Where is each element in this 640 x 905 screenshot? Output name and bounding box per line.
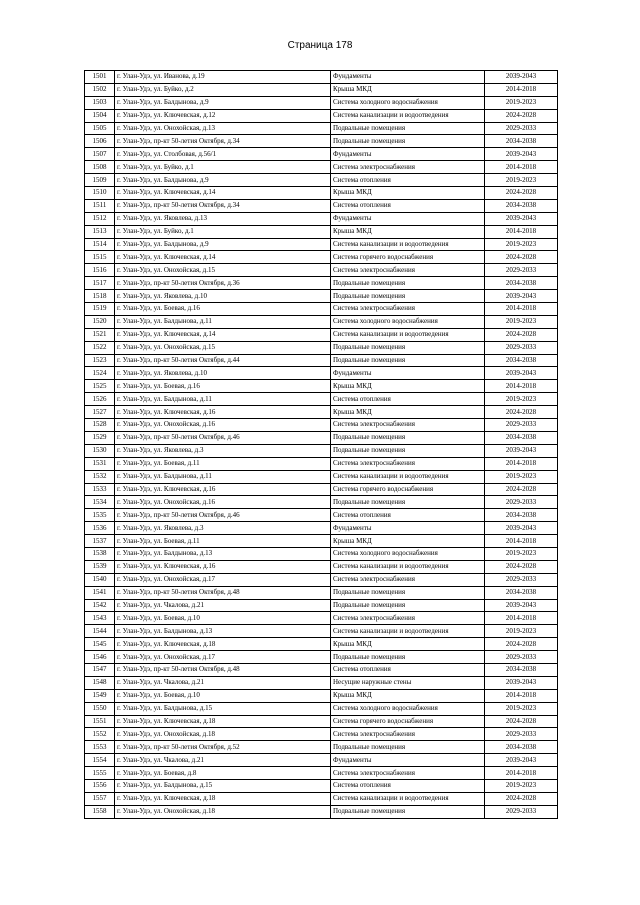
table-row xyxy=(85,663,558,676)
table-row xyxy=(85,71,558,84)
work-type-cell: Крыша МКД xyxy=(331,535,485,548)
row-number: 1548 xyxy=(85,676,115,689)
row-number: 1528 xyxy=(85,419,115,432)
row-number: 1520 xyxy=(85,315,115,328)
address-cell: г. Улан-Удэ, ул. Яковлева, д.10 xyxy=(115,367,331,380)
address-cell: г. Улан-Удэ, ул. Балдынова, д.11 xyxy=(115,470,331,483)
work-type-cell: Подвальные помещения xyxy=(331,341,485,354)
period-cell: 2029-2033 xyxy=(485,496,558,509)
table-row xyxy=(85,174,558,187)
address-cell: г. Улан-Удэ, ул. Ключевская, д.18 xyxy=(115,715,331,728)
period-cell: 2039-2043 xyxy=(485,148,558,161)
row-number: 1518 xyxy=(85,290,115,303)
row-number: 1544 xyxy=(85,625,115,638)
address-cell: г. Улан-Удэ, ул. Онохойская, д.15 xyxy=(115,341,331,354)
work-type-cell: Несущие наружные стены xyxy=(331,676,485,689)
work-type-cell: Система канализации и водоотведения xyxy=(331,792,485,805)
row-number: 1555 xyxy=(85,767,115,780)
period-cell: 2029-2033 xyxy=(485,651,558,664)
period-cell: 2039-2043 xyxy=(485,599,558,612)
period-cell: 2024-2028 xyxy=(485,328,558,341)
work-type-cell: Система отопления xyxy=(331,663,485,676)
address-cell: г. Улан-Удэ, ул. Онохойская, д.18 xyxy=(115,728,331,741)
address-cell: г. Улан-Удэ, ул. Балдынова, д.9 xyxy=(115,96,331,109)
table-row xyxy=(85,406,558,419)
table-row xyxy=(85,251,558,264)
period-cell: 2019-2023 xyxy=(485,547,558,560)
period-cell: 2034-2038 xyxy=(485,354,558,367)
period-cell: 2019-2023 xyxy=(485,702,558,715)
row-number: 1519 xyxy=(85,303,115,316)
row-number: 1515 xyxy=(85,251,115,264)
row-number: 1551 xyxy=(85,715,115,728)
row-number: 1543 xyxy=(85,612,115,625)
period-cell: 2019-2023 xyxy=(485,625,558,638)
row-number: 1542 xyxy=(85,599,115,612)
address-cell: г. Улан-Удэ, пр-кт 50-летия Октября, д.46 xyxy=(115,509,331,522)
address-cell: г. Улан-Удэ, ул. Онохойская, д.18 xyxy=(115,805,331,818)
row-number: 1533 xyxy=(85,483,115,496)
period-cell: 2024-2028 xyxy=(485,483,558,496)
period-cell: 2034-2038 xyxy=(485,663,558,676)
address-cell: г. Улан-Удэ, пр-кт 50-летия Октября, д.44 xyxy=(115,354,331,367)
period-cell: 2019-2023 xyxy=(485,393,558,406)
period-cell: 2034-2038 xyxy=(485,431,558,444)
address-cell: г. Улан-Удэ, ул. Чкалова, д.21 xyxy=(115,676,331,689)
work-type-cell: Система горячего водоснабжения xyxy=(331,251,485,264)
table-row xyxy=(85,586,558,599)
table-row xyxy=(85,792,558,805)
row-number: 1538 xyxy=(85,547,115,560)
work-type-cell: Система канализации и водоотведения xyxy=(331,109,485,122)
row-number: 1525 xyxy=(85,380,115,393)
period-cell: 2014-2018 xyxy=(485,225,558,238)
work-type-cell: Подвальные помещения xyxy=(331,586,485,599)
work-type-cell: Система электроснабжения xyxy=(331,767,485,780)
work-type-cell: Система электроснабжения xyxy=(331,161,485,174)
row-number: 1503 xyxy=(85,96,115,109)
period-cell: 2014-2018 xyxy=(485,689,558,702)
period-cell: 2039-2043 xyxy=(485,367,558,380)
row-number: 1537 xyxy=(85,535,115,548)
address-cell: г. Улан-Удэ, ул. Боевая, д.16 xyxy=(115,303,331,316)
work-type-cell: Подвальные помещения xyxy=(331,496,485,509)
address-cell: г. Улан-Удэ, ул. Боевая, д.11 xyxy=(115,535,331,548)
table-row xyxy=(85,547,558,560)
work-type-cell: Подвальные помещения xyxy=(331,277,485,290)
period-cell: 2024-2028 xyxy=(485,187,558,200)
period-cell: 2019-2023 xyxy=(485,238,558,251)
period-cell: 2014-2018 xyxy=(485,767,558,780)
period-cell: 2024-2028 xyxy=(485,406,558,419)
address-cell: г. Улан-Удэ, пр-кт 50-летия Октября, д.48 xyxy=(115,586,331,599)
work-type-cell: Фундаменты xyxy=(331,148,485,161)
address-cell: г. Улан-Удэ, ул. Онохойская, д.17 xyxy=(115,651,331,664)
work-type-cell: Система отопления xyxy=(331,393,485,406)
table-row xyxy=(85,393,558,406)
table-row xyxy=(85,535,558,548)
table-row xyxy=(85,496,558,509)
address-cell: г. Улан-Удэ, пр-кт 50-летия Октября, д.34 xyxy=(115,135,331,148)
address-cell: г. Улан-Удэ, пр-кт 50-летия Октября, д.52 xyxy=(115,741,331,754)
address-cell: г. Улан-Удэ, ул. Балдынова, д.15 xyxy=(115,702,331,715)
row-number: 1539 xyxy=(85,560,115,573)
period-cell: 2014-2018 xyxy=(485,380,558,393)
table-row xyxy=(85,676,558,689)
table-row xyxy=(85,290,558,303)
table-row xyxy=(85,212,558,225)
period-cell: 2039-2043 xyxy=(485,212,558,225)
row-number: 1504 xyxy=(85,109,115,122)
row-number: 1530 xyxy=(85,444,115,457)
address-cell: г. Улан-Удэ, ул. Яковлева, д.3 xyxy=(115,522,331,535)
address-cell: г. Улан-Удэ, ул. Онохойская, д.13 xyxy=(115,122,331,135)
table-row xyxy=(85,689,558,702)
work-type-cell: Фундаменты xyxy=(331,367,485,380)
row-number: 1556 xyxy=(85,779,115,792)
address-cell: г. Улан-Удэ, ул. Ключевская, д.12 xyxy=(115,109,331,122)
work-type-cell: Система канализации и водоотведения xyxy=(331,470,485,483)
period-cell: 2014-2018 xyxy=(485,612,558,625)
row-number: 1547 xyxy=(85,663,115,676)
period-cell: 2034-2038 xyxy=(485,741,558,754)
work-type-cell: Система электроснабжения xyxy=(331,457,485,470)
row-number: 1549 xyxy=(85,689,115,702)
address-cell: г. Улан-Удэ, ул. Ключевская, д.18 xyxy=(115,792,331,805)
address-cell: г. Улан-Удэ, пр-кт 50-летия Октября, д.48 xyxy=(115,663,331,676)
table-row xyxy=(85,509,558,522)
table-row xyxy=(85,354,558,367)
table-row xyxy=(85,754,558,767)
work-type-cell: Система холодного водоснабжения xyxy=(331,96,485,109)
period-cell: 2034-2038 xyxy=(485,135,558,148)
address-cell: г. Улан-Удэ, ул. Балдынова, д.13 xyxy=(115,625,331,638)
period-cell: 2029-2033 xyxy=(485,122,558,135)
table-row xyxy=(85,444,558,457)
table-row xyxy=(85,715,558,728)
table-row xyxy=(85,96,558,109)
table-row xyxy=(85,483,558,496)
period-cell: 2014-2018 xyxy=(485,457,558,470)
work-type-cell: Подвальные помещения xyxy=(331,599,485,612)
table-body xyxy=(85,71,558,819)
row-number: 1509 xyxy=(85,174,115,187)
row-number: 1557 xyxy=(85,792,115,805)
work-type-cell: Система горячего водоснабжения xyxy=(331,715,485,728)
work-type-cell: Система электроснабжения xyxy=(331,612,485,625)
row-number: 1534 xyxy=(85,496,115,509)
address-cell: г. Улан-Удэ, ул. Боевая, д.10 xyxy=(115,612,331,625)
table-row xyxy=(85,328,558,341)
row-number: 1527 xyxy=(85,406,115,419)
address-cell: г. Улан-Удэ, ул. Ключевская, д.14 xyxy=(115,251,331,264)
work-type-cell: Фундаменты xyxy=(331,754,485,767)
row-number: 1541 xyxy=(85,586,115,599)
period-cell: 2019-2023 xyxy=(485,470,558,483)
work-type-cell: Крыша МКД xyxy=(331,225,485,238)
address-cell: г. Улан-Удэ, ул. Ключевская, д.14 xyxy=(115,328,331,341)
row-number: 1545 xyxy=(85,638,115,651)
address-cell: г. Улан-Удэ, ул. Онохойская, д.16 xyxy=(115,496,331,509)
period-cell: 2039-2043 xyxy=(485,71,558,84)
table-row xyxy=(85,612,558,625)
table-row xyxy=(85,264,558,277)
table-row xyxy=(85,560,558,573)
work-type-cell: Система электроснабжения xyxy=(331,264,485,277)
address-cell: г. Улан-Удэ, ул. Балдынова, д.13 xyxy=(115,547,331,560)
work-type-cell: Система канализации и водоотведения xyxy=(331,625,485,638)
table-row xyxy=(85,380,558,393)
table-row xyxy=(85,238,558,251)
address-cell: г. Улан-Удэ, ул. Чкалова, д.21 xyxy=(115,754,331,767)
table-row xyxy=(85,135,558,148)
row-number: 1522 xyxy=(85,341,115,354)
period-cell: 2034-2038 xyxy=(485,199,558,212)
period-cell: 2039-2043 xyxy=(485,290,558,303)
row-number: 1512 xyxy=(85,212,115,225)
table-row xyxy=(85,341,558,354)
row-number: 1511 xyxy=(85,199,115,212)
row-number: 1516 xyxy=(85,264,115,277)
table-row xyxy=(85,625,558,638)
table-row xyxy=(85,651,558,664)
table-row xyxy=(85,199,558,212)
row-number: 1507 xyxy=(85,148,115,161)
address-cell: г. Улан-Удэ, ул. Балдынова, д.9 xyxy=(115,174,331,187)
row-number: 1506 xyxy=(85,135,115,148)
address-cell: г. Улан-Удэ, ул. Онохойская, д.17 xyxy=(115,573,331,586)
period-cell: 2024-2028 xyxy=(485,560,558,573)
period-cell: 2029-2033 xyxy=(485,728,558,741)
work-type-cell: Подвальные помещения xyxy=(331,805,485,818)
work-type-cell: Крыша МКД xyxy=(331,187,485,200)
period-cell: 2029-2033 xyxy=(485,419,558,432)
period-cell: 2014-2018 xyxy=(485,535,558,548)
work-type-cell: Крыша МКД xyxy=(331,638,485,651)
address-cell: г. Улан-Удэ, ул. Балдынова, д.9 xyxy=(115,238,331,251)
period-cell: 2024-2028 xyxy=(485,109,558,122)
page-title: Страница 178 xyxy=(287,40,353,51)
period-cell: 2019-2023 xyxy=(485,174,558,187)
period-cell: 2014-2018 xyxy=(485,161,558,174)
address-cell: г. Улан-Удэ, ул. Иванова, д.19 xyxy=(115,71,331,84)
table-row xyxy=(85,431,558,444)
address-cell: г. Улан-Удэ, ул. Буйко, д.1 xyxy=(115,225,331,238)
address-cell: г. Улан-Удэ, ул. Ключевская, д.16 xyxy=(115,406,331,419)
address-cell: г. Улан-Удэ, ул. Яковлева, д.3 xyxy=(115,444,331,457)
work-type-cell: Крыша МКД xyxy=(331,83,485,96)
row-number: 1529 xyxy=(85,431,115,444)
table-row xyxy=(85,367,558,380)
table-row xyxy=(85,277,558,290)
work-type-cell: Подвальные помещения xyxy=(331,135,485,148)
address-cell: г. Улан-Удэ, ул. Балдынова, д.15 xyxy=(115,779,331,792)
table-row xyxy=(85,83,558,96)
work-type-cell: Крыша МКД xyxy=(331,406,485,419)
work-type-cell: Система отопления xyxy=(331,174,485,187)
period-cell: 2024-2028 xyxy=(485,715,558,728)
work-type-cell: Система холодного водоснабжения xyxy=(331,702,485,715)
work-type-cell: Система электроснабжения xyxy=(331,728,485,741)
work-type-cell: Фундаменты xyxy=(331,522,485,535)
row-number: 1558 xyxy=(85,805,115,818)
row-number: 1508 xyxy=(85,161,115,174)
address-cell: г. Улан-Удэ, ул. Боевая, д.16 xyxy=(115,380,331,393)
row-number: 1526 xyxy=(85,393,115,406)
address-cell: г. Улан-Удэ, ул. Балдынова, д.11 xyxy=(115,315,331,328)
table-row xyxy=(85,122,558,135)
row-number: 1505 xyxy=(85,122,115,135)
address-cell: г. Улан-Удэ, ул. Балдынова, д.11 xyxy=(115,393,331,406)
period-cell: 2019-2023 xyxy=(485,779,558,792)
work-type-cell: Система канализации и водоотведения xyxy=(331,560,485,573)
address-cell: г. Улан-Удэ, ул. Онохойская, д.15 xyxy=(115,264,331,277)
table-row xyxy=(85,303,558,316)
table-row xyxy=(85,599,558,612)
period-cell: 2024-2028 xyxy=(485,251,558,264)
row-number: 1540 xyxy=(85,573,115,586)
period-cell: 2039-2043 xyxy=(485,754,558,767)
work-type-cell: Система холодного водоснабжения xyxy=(331,315,485,328)
work-type-cell: Подвальные помещения xyxy=(331,122,485,135)
period-cell: 2029-2033 xyxy=(485,573,558,586)
table-row xyxy=(85,148,558,161)
row-number: 1536 xyxy=(85,522,115,535)
table-row xyxy=(85,419,558,432)
work-type-cell: Система электроснабжения xyxy=(331,419,485,432)
address-cell: г. Улан-Удэ, ул. Буйко, д.2 xyxy=(115,83,331,96)
work-type-cell: Система канализации и водоотведения xyxy=(331,328,485,341)
period-cell: 2039-2043 xyxy=(485,676,558,689)
address-cell: г. Улан-Удэ, ул. Буйко, д.1 xyxy=(115,161,331,174)
address-cell: г. Улан-Удэ, ул. Яковлева, д.13 xyxy=(115,212,331,225)
work-type-cell: Подвальные помещения xyxy=(331,741,485,754)
row-number: 1554 xyxy=(85,754,115,767)
table-row xyxy=(85,187,558,200)
period-cell: 2039-2043 xyxy=(485,522,558,535)
period-cell: 2024-2028 xyxy=(485,792,558,805)
work-type-cell: Подвальные помещения xyxy=(331,354,485,367)
work-type-cell: Система канализации и водоотведения xyxy=(331,238,485,251)
work-type-cell: Фундаменты xyxy=(331,71,485,84)
row-number: 1524 xyxy=(85,367,115,380)
work-type-cell: Крыша МКД xyxy=(331,380,485,393)
address-cell: г. Улан-Удэ, пр-кт 50-летия Октября, д.34 xyxy=(115,199,331,212)
table-row xyxy=(85,638,558,651)
work-type-cell: Подвальные помещения xyxy=(331,431,485,444)
address-cell: г. Улан-Удэ, ул. Боевая, д.11 xyxy=(115,457,331,470)
table-row xyxy=(85,805,558,818)
table-row xyxy=(85,225,558,238)
row-number: 1531 xyxy=(85,457,115,470)
address-cell: г. Улан-Удэ, ул. Яковлева, д.10 xyxy=(115,290,331,303)
row-number: 1552 xyxy=(85,728,115,741)
work-type-cell: Система электроснабжения xyxy=(331,573,485,586)
table-row xyxy=(85,522,558,535)
table-row xyxy=(85,109,558,122)
address-cell: г. Улан-Удэ, ул. Боевая, д.8 xyxy=(115,767,331,780)
period-cell: 2014-2018 xyxy=(485,83,558,96)
period-cell: 2029-2033 xyxy=(485,264,558,277)
period-cell: 2039-2043 xyxy=(485,444,558,457)
period-cell: 2034-2038 xyxy=(485,586,558,599)
address-cell: г. Улан-Удэ, ул. Ключевская, д.16 xyxy=(115,483,331,496)
row-number: 1535 xyxy=(85,509,115,522)
work-type-cell: Фундаменты xyxy=(331,212,485,225)
work-type-cell: Крыша МКД xyxy=(331,689,485,702)
table-row xyxy=(85,470,558,483)
table-row xyxy=(85,457,558,470)
row-number: 1550 xyxy=(85,702,115,715)
period-cell: 2029-2033 xyxy=(485,341,558,354)
row-number: 1521 xyxy=(85,328,115,341)
row-number: 1553 xyxy=(85,741,115,754)
work-type-cell: Система холодного водоснабжения xyxy=(331,547,485,560)
address-cell: г. Улан-Удэ, пр-кт 50-летия Октября, д.36 xyxy=(115,277,331,290)
work-type-cell: Подвальные помещения xyxy=(331,444,485,457)
row-number: 1523 xyxy=(85,354,115,367)
row-number: 1514 xyxy=(85,238,115,251)
row-number: 1513 xyxy=(85,225,115,238)
address-cell: г. Улан-Удэ, ул. Ключевская, д.16 xyxy=(115,560,331,573)
period-cell: 2019-2023 xyxy=(485,315,558,328)
work-type-cell: Система отопления xyxy=(331,779,485,792)
work-type-cell: Подвальные помещения xyxy=(331,290,485,303)
table-row xyxy=(85,702,558,715)
repair-schedule-table xyxy=(84,70,558,819)
period-cell: 2034-2038 xyxy=(485,277,558,290)
address-cell: г. Улан-Удэ, ул. Ключевская, д.18 xyxy=(115,638,331,651)
row-number: 1546 xyxy=(85,651,115,664)
table-row xyxy=(85,741,558,754)
work-type-cell: Подвальные помещения xyxy=(331,651,485,664)
work-type-cell: Система отопления xyxy=(331,199,485,212)
address-cell: г. Улан-Удэ, ул. Онохойская, д.16 xyxy=(115,419,331,432)
table-row xyxy=(85,779,558,792)
address-cell: г. Улан-Удэ, ул. Столбовая, д.56/1 xyxy=(115,148,331,161)
period-cell: 2019-2023 xyxy=(485,96,558,109)
row-number: 1517 xyxy=(85,277,115,290)
row-number: 1532 xyxy=(85,470,115,483)
work-type-cell: Система отопления xyxy=(331,509,485,522)
address-cell: г. Улан-Удэ, ул. Ключевская, д.14 xyxy=(115,187,331,200)
period-cell: 2029-2033 xyxy=(485,805,558,818)
row-number: 1510 xyxy=(85,187,115,200)
work-type-cell: Система электроснабжения xyxy=(331,303,485,316)
period-cell: 2034-2038 xyxy=(485,509,558,522)
table-row xyxy=(85,767,558,780)
period-cell: 2014-2018 xyxy=(485,303,558,316)
table-row xyxy=(85,161,558,174)
work-type-cell: Система горячего водоснабжения xyxy=(331,483,485,496)
address-cell: г. Улан-Удэ, ул. Чкалова, д.21 xyxy=(115,599,331,612)
row-number: 1501 xyxy=(85,71,115,84)
row-number: 1502 xyxy=(85,83,115,96)
address-cell: г. Улан-Удэ, ул. Боевая, д.10 xyxy=(115,689,331,702)
table-row xyxy=(85,728,558,741)
table-row xyxy=(85,315,558,328)
period-cell: 2024-2028 xyxy=(485,638,558,651)
address-cell: г. Улан-Удэ, пр-кт 50-летия Октября, д.46 xyxy=(115,431,331,444)
table-row xyxy=(85,573,558,586)
